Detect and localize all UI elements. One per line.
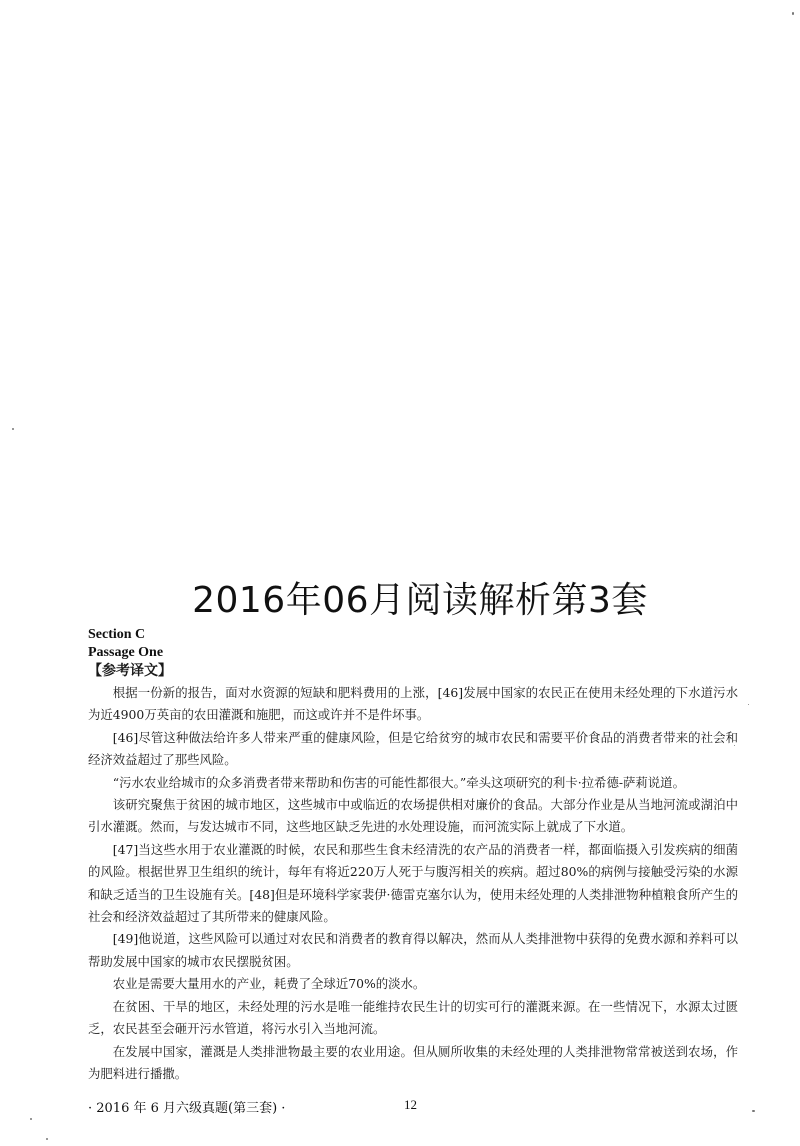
scan-speck [46, 1138, 48, 1140]
paragraph: “污水农业给城市的众多消费者带来帮助和伤害的可能性都很大。”牵头这项研究的利卡·拉希德-萨莉说道。 [112, 774, 685, 790]
section-heading: Section C [88, 627, 146, 642]
paragraph: 农业是需要大量用水的产业，耗费了全球近70%的淡水。 [112, 976, 426, 992]
paragraph: [46]尽管这种做法给许多人带来严重的健康风险，但是它给贫穷的城市农民和需要平价食品的消费者带来的社会和经济效益超过了那些风险。 [88, 729, 738, 768]
translation-label: 【参考译文】 [88, 663, 172, 679]
page-title: 2016年06月阅读解析第3套 [192, 580, 648, 622]
paragraph: [49]他说道，这些风险可以通过对农民和消费者的教育得以解决，然而从人类排泄物中获得的免费水源和养料可以帮助发展中国家的城市农民摆脱贫困。 [88, 931, 738, 969]
paragraph: 根据一份新的报告，面对水资源的短缺和肥料费用的上涨，[46]发展中国家的农民正在使用未经处理的下水道污水为近4900万英亩的农田灌溉和施肥，而这或许并不是件坏事。 [88, 685, 738, 723]
scan-speck [752, 1110, 755, 1112]
footer-source: · 2016 年 6 月六级真题(第三套) · [88, 1101, 286, 1116]
page-number: 12 [404, 1097, 417, 1112]
scan-speck [734, 745, 735, 746]
scan-speck [12, 428, 14, 430]
paragraph: 在发展中国家，灌溉是人类排泄物最主要的农业用途。但从厕所收集的未经处理的人类排泄物常常被送到农场，作为肥料进行播撒。 [88, 1043, 738, 1081]
scan-speck [748, 704, 749, 705]
scan-speck [792, 12, 794, 15]
paragraph: [47]当这些水用于农业灌溉的时候，农民和那些生食未经清洗的农产品的消费者一样，都面临摄入引发疾病的细菌的风险。根据世界卫生组织的统计，每年有将近220万人死于与腹泻相关的疾病。超过80%的病例与接触受污染的水源和缺乏适当的卫生设施有关。[48]但是环境科学家裴伊·德雷克塞尔认为，使用未经处理的人类排泄物种植粮食所产生的社会和经济效益超过了其所带来的健康风险。 [88, 841, 738, 925]
passage-heading: Passage One [88, 645, 164, 660]
passage-content [88, 626, 738, 1085]
scan-speck [30, 1118, 32, 1120]
paragraph: 在贫困、干旱的地区，未经处理的污水是唯一能维持农民生计的切实可行的灌溉来源。在一些情况下，水源太过匮乏，农民甚至会砸开污水管道，将污水引入当地河流。 [88, 998, 738, 1037]
paragraph: 该研究聚焦于贫困的城市地区，这些城市中或临近的农场提供相对廉价的食品。大部分作业是从当地河流或湖泊中引水灌溉。然而，与发达城市不同，这些地区缺乏先进的水处理设施，而河流实际上就成了下水道。 [88, 797, 738, 835]
